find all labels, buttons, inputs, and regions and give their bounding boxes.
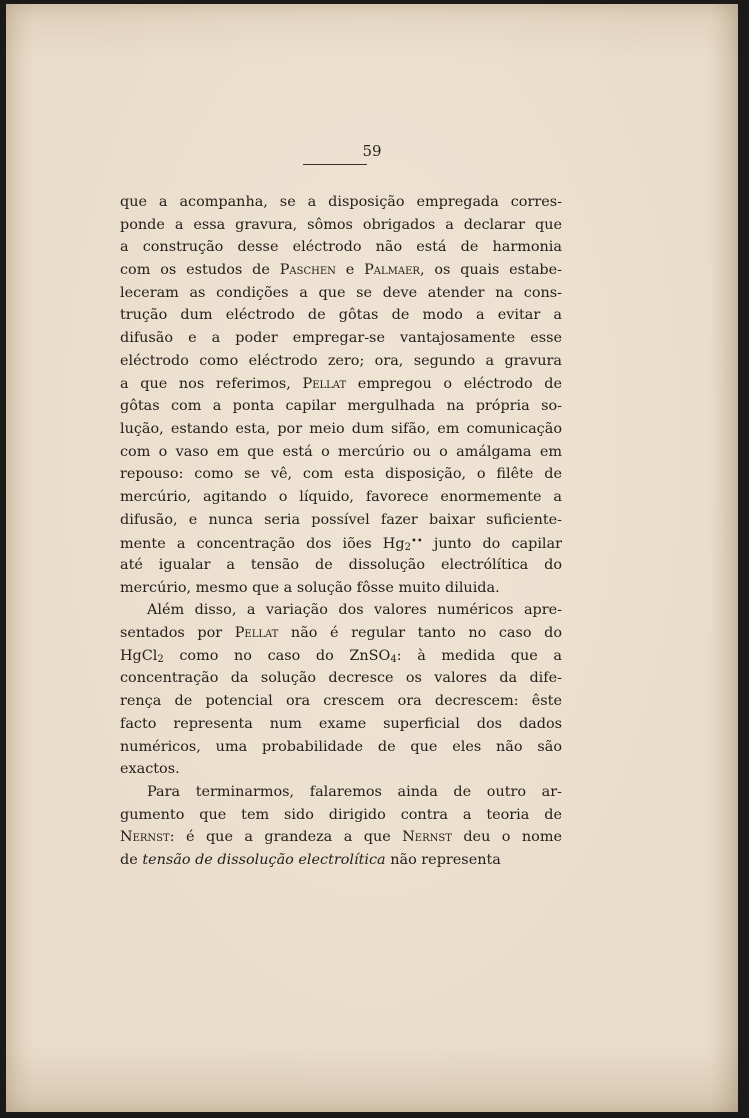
- text-run: facto representa num exame superficial dos dados: [120, 715, 562, 732]
- text-run: gumento que tem sido dirigido contra a teoria de: [120, 806, 562, 823]
- text-run: deu o nome: [451, 829, 562, 846]
- body-text: [120, 191, 562, 872]
- text-line: [120, 304, 562, 327]
- text-run: ponde a essa gravura, sômos obrigados a declarar que: [120, 216, 562, 233]
- author-name: Pellat: [302, 375, 347, 392]
- page-number: 59: [362, 142, 382, 160]
- text-run: eléctrodo como eléctrodo zero; ora, segundo a gravura: [120, 352, 562, 369]
- text-run: difusão, e nunca seria possível fazer baixar suficiente-: [120, 511, 562, 528]
- text-run: trução dum eléctrodo de gôtas de modo a evitar a: [120, 307, 562, 324]
- formula-index: 2: [157, 653, 164, 665]
- text-run: rença de potencial ora crescem ora decrescem: êste: [120, 693, 562, 710]
- text-line: [120, 531, 562, 554]
- text-run: exactos.: [120, 761, 180, 778]
- author-name: Nernst: [402, 829, 452, 846]
- text-run: , os quais estabe-: [419, 262, 562, 279]
- text-run: : é que a grandeza a que: [169, 829, 403, 846]
- text-run: empregou o eléctrodo de: [346, 375, 562, 392]
- text-line: [120, 577, 562, 600]
- text-line: [120, 463, 562, 486]
- text-run: não é regular tanto no caso do: [278, 625, 562, 642]
- text-line: [120, 486, 562, 509]
- text-run: que a acompanha, se a disposição empregada corres-: [120, 194, 562, 210]
- text-run: mercúrio, mesmo que a solução fôsse muito diluida.: [120, 579, 500, 596]
- formula-index: 2: [404, 542, 411, 554]
- text-line: [120, 667, 562, 690]
- text-line: [120, 418, 562, 441]
- text-run: junto do capilar: [422, 536, 562, 553]
- text-line: [120, 395, 562, 418]
- text-run: lução, estando esta, por meio dum sifão, em comunicação: [120, 420, 562, 437]
- text-line: [120, 259, 562, 282]
- paragraph: [120, 781, 562, 872]
- text-line: [120, 236, 562, 259]
- text-run: e: [335, 262, 365, 279]
- text-line: [120, 690, 562, 713]
- paragraph: [120, 599, 562, 781]
- book-page: [6, 4, 738, 1112]
- text-run: não representa: [385, 851, 501, 868]
- paragraph: [120, 191, 562, 599]
- text-run: mente a concentração dos iões Hg: [120, 536, 405, 553]
- text-line: [120, 509, 562, 532]
- text-line: [120, 804, 562, 827]
- text-line: [120, 214, 562, 237]
- text-line: [120, 622, 562, 645]
- text-line: [120, 327, 562, 350]
- author-name: Paschen: [279, 262, 336, 279]
- text-line: [120, 713, 562, 736]
- text-run: repouso: como se vê, com esta disposição, o filête de: [120, 466, 562, 483]
- text-line: [120, 781, 562, 804]
- text-run: gôtas com a ponta capilar mergulhada na própria so-: [120, 398, 562, 415]
- text-run: de: [120, 851, 143, 868]
- text-line: [120, 736, 562, 759]
- text-run: Além disso, a variação dos valores numéricos apre-: [147, 602, 562, 619]
- text-run: Para terminarmos, falaremos ainda de outro ar-: [147, 783, 562, 800]
- italic-term: tensão de dissolução electrolítica: [142, 851, 386, 868]
- text-run: mercúrio, agitando o líquido, favorece enormemente a: [120, 488, 562, 505]
- text-run: com os estudos de: [120, 262, 280, 279]
- text-line: [120, 645, 562, 668]
- text-run: : à medida que a: [396, 647, 562, 664]
- text-line: [120, 826, 562, 849]
- text-line: [120, 373, 562, 396]
- text-run: com o vaso em que está o mercúrio ou o amálgama em: [120, 443, 562, 460]
- text-run: até igualar a tensão de dissolução electrólítica do: [120, 557, 562, 573]
- author-name: Pellat: [234, 625, 279, 642]
- text-run: difusão e a poder empregar-se vantajosamente esse: [120, 330, 562, 347]
- text-line: [120, 758, 562, 781]
- text-line: [120, 191, 562, 214]
- formula-index: ••: [410, 536, 423, 548]
- text-run: a construção desse eléctrodo não está de harmonia: [120, 239, 562, 256]
- text-run: sentados por: [120, 625, 235, 642]
- text-line: [120, 849, 562, 872]
- text-run: concentração da solução decresce os valores da dife-: [120, 670, 562, 687]
- text-line: [120, 350, 562, 373]
- text-line: [120, 599, 562, 622]
- text-run: HgCl: [120, 647, 158, 664]
- author-name: Nernst: [120, 829, 170, 846]
- text-line: [120, 282, 562, 305]
- page-number-rule: [303, 164, 367, 165]
- text-line: [120, 441, 562, 464]
- author-name: Palmaer: [364, 262, 420, 279]
- text-run: numéricos, uma probabilidade de que eles não são: [120, 738, 562, 755]
- text-run: a que nos referimos,: [120, 375, 303, 392]
- formula-index: 4: [390, 653, 397, 665]
- text-run: leceram as condições a que se deve atender na cons-: [120, 284, 562, 301]
- text-line: [120, 554, 562, 577]
- text-run: como no caso do ZnSO: [163, 647, 391, 664]
